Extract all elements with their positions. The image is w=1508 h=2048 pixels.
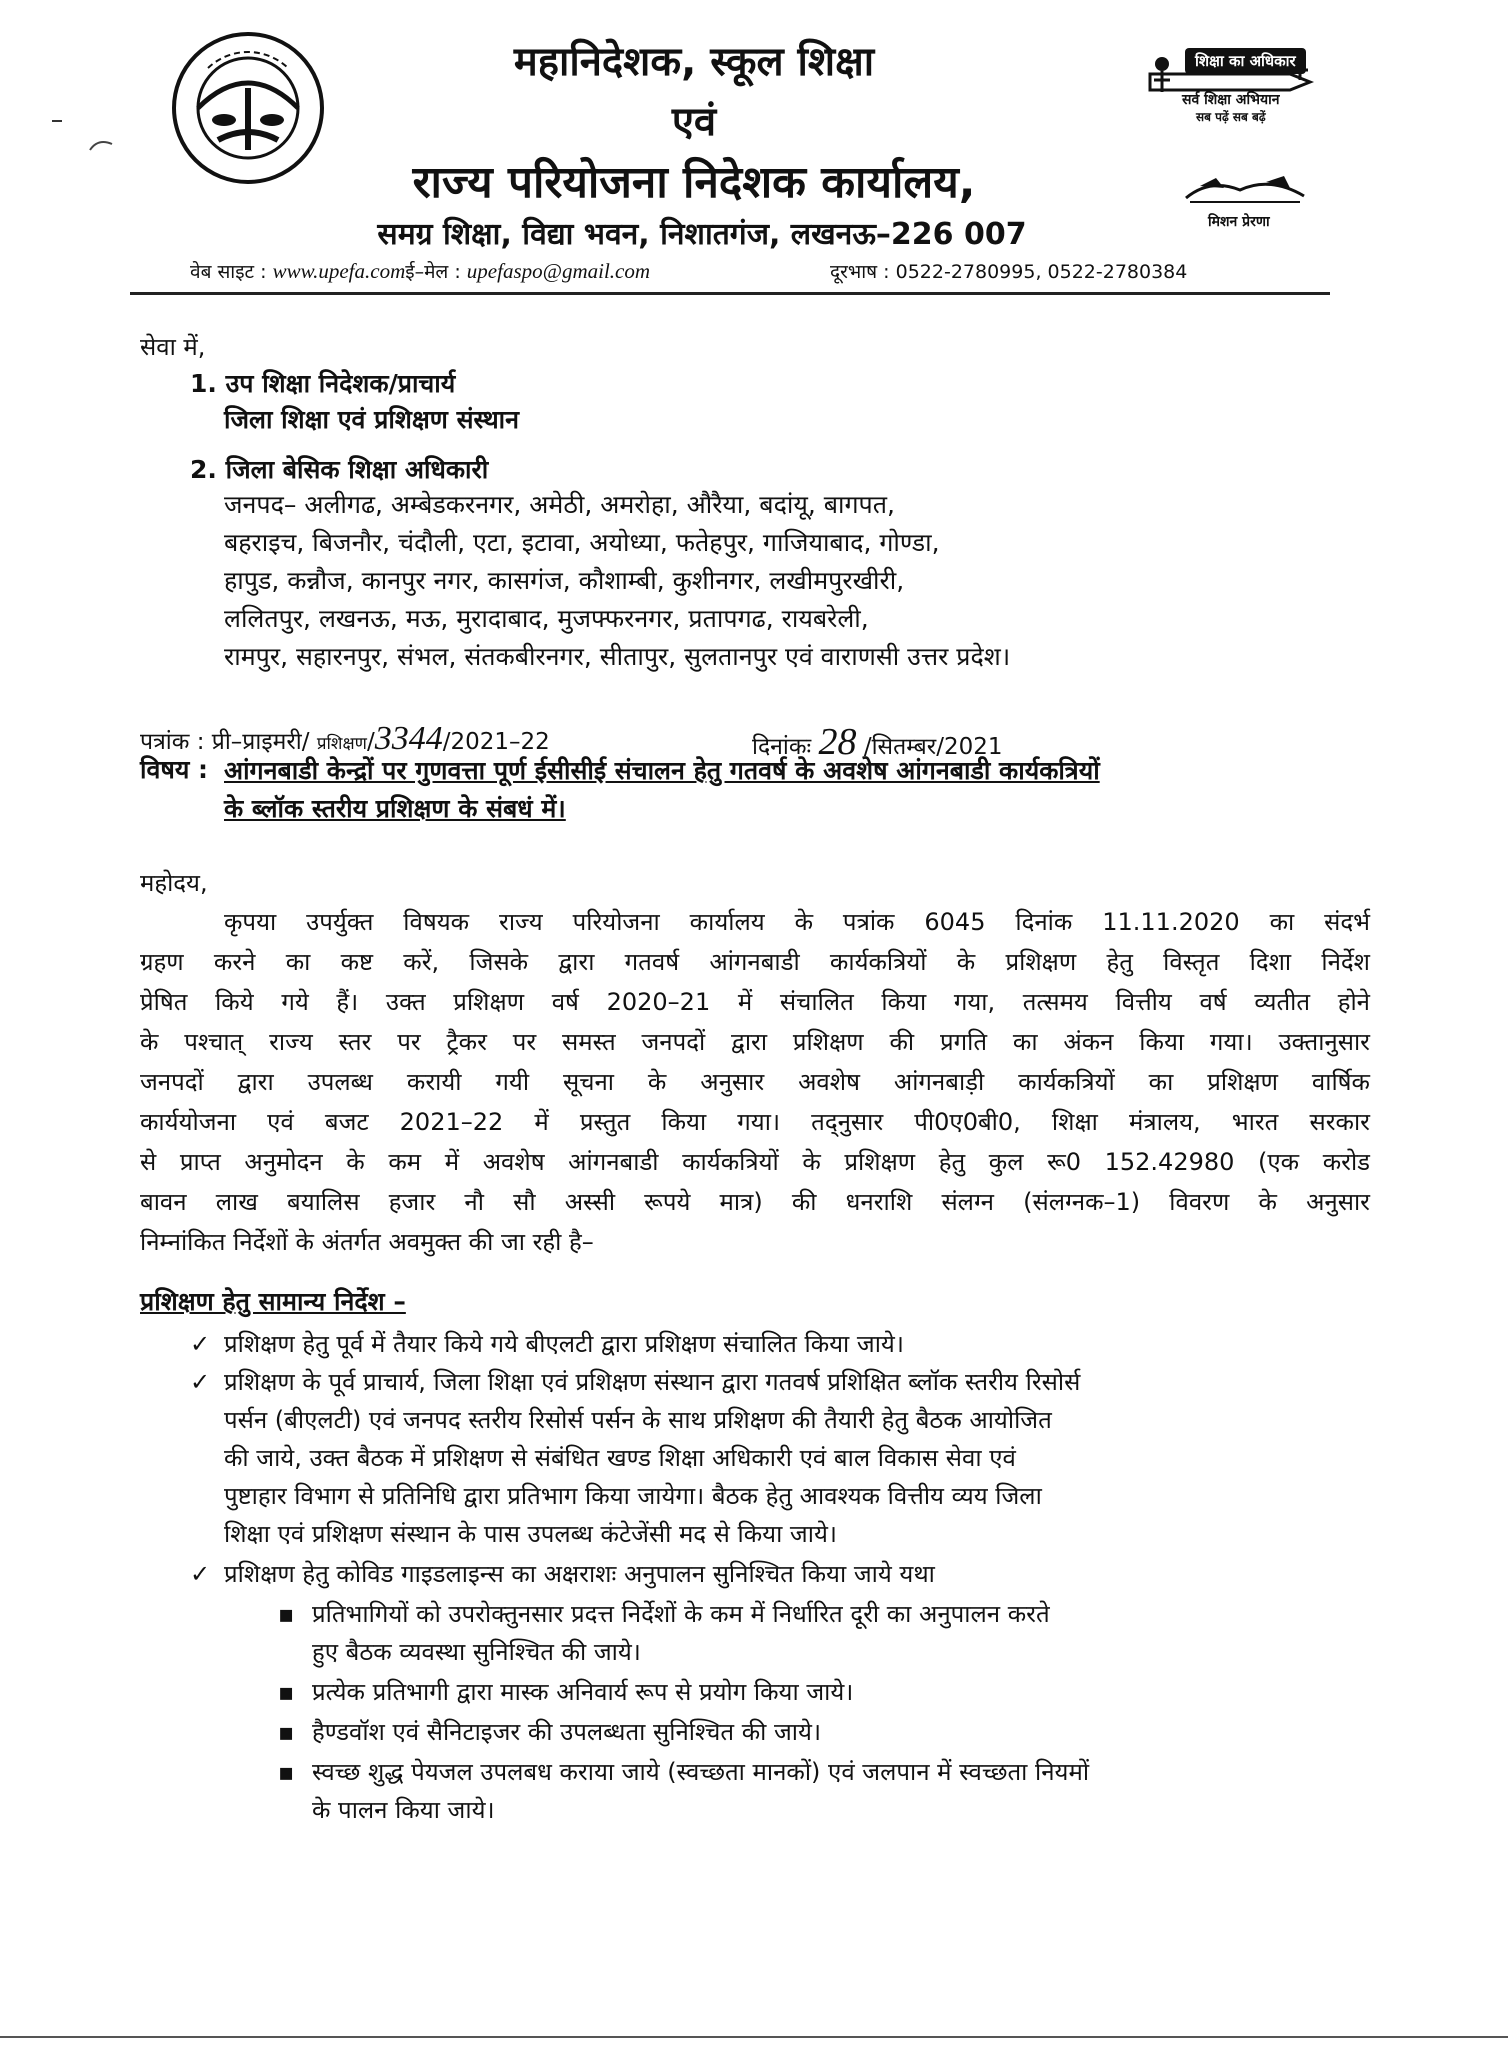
sub-bullet-2 xyxy=(278,1674,853,1710)
sub-bullet-text: स्वच्छ शुद्ध पेयजल उपलबध कराया जाये (स्वच्छता मानकों) एवं जलपान में स्वच्छता नियमों xyxy=(312,1758,1090,1786)
bullet-text: प्रशिक्षण हेतु पूर्व में तैयार किये गये बीएलटी द्वारा प्रशिक्षण संचालित किया जाये। xyxy=(224,1330,904,1358)
paragraph-line: निम्नांकित निर्देशों के अंतर्गत अवमुक्त की जा रही है– xyxy=(140,1228,594,1256)
header-title-line3: राज्य परियोजना निदेशक कार्यालय, xyxy=(412,157,976,208)
check-icon: ✓ xyxy=(190,1560,211,1588)
district-line: बहराइच, बिजनौर, चंदौली, एटा, इटावा, अयोध्या, फतेहपुर, गाजियाबाद, गोण्डा, xyxy=(224,528,940,557)
email-link[interactable]: upefaspo@gmail.com xyxy=(466,259,651,283)
square-bullet-icon: ▪ xyxy=(278,1718,295,1746)
bullet-text: प्रशिक्षण के पूर्व प्राचार्य, जिला शिक्षा एवं प्रशिक्षण संस्थान द्वारा गतवर्ष प्रशिक्षित ब्लॉक स्तरीय रिसोर्स xyxy=(224,1368,1081,1396)
subject-line-2: के ब्लॉक स्तरीय प्रशिक्षण के संबधं में। xyxy=(224,794,566,823)
square-bullet-icon: ▪ xyxy=(278,1758,295,1786)
scan-bottom-edge xyxy=(0,2036,1508,2038)
mission-prerna-logo xyxy=(1180,168,1310,208)
date-label: दिनांकः xyxy=(752,734,812,760)
section-heading: प्रशिक्षण हेतु सामान्य निर्देश – xyxy=(140,1287,406,1316)
email-label: ई–मेल : xyxy=(405,261,461,283)
rte-label: शिक्षा का अधिकार xyxy=(1185,48,1306,74)
reference-year: 2021–22 xyxy=(450,729,550,755)
bullet-item-1 xyxy=(190,1326,904,1362)
sub-bullet-text: प्रत्येक प्रतिभागी द्वारा मास्क अनिवार्य रूप से प्रयोग किया जाये। xyxy=(312,1678,854,1706)
paragraph-line: कार्ययोजना एवं बजट 2021–22 में प्रस्तुत किया गया। तद्नुसार पी0ए0बी0, शिक्षा मंत्रालय, भारत सरकार xyxy=(140,1108,1370,1136)
reference-handwritten-number: 3344 xyxy=(374,720,443,757)
reference-label: पत्रांक : प्री–प्राइमरी/ xyxy=(140,729,310,755)
paragraph-line: के पश्चात् राज्य स्तर पर ट्रैकर पर समस्त जनपदों द्वारा प्रशिक्षण की प्रगति का अंकन किया गया। उक्तानुसार xyxy=(140,1028,1370,1056)
header-divider xyxy=(130,292,1330,295)
sub-bullet-1-continuation: हुए बैठक व्यवस्था सुनिश्चित की जाये। xyxy=(312,1638,641,1666)
subject-text xyxy=(224,752,1100,828)
bullet-text: प्रशिक्षण हेतु कोविड गाइडलाइन्स का अक्षराशः अनुपालन सुनिश्चित किया जाये यथा xyxy=(224,1560,935,1588)
reference-dept: प्रशिक्षण xyxy=(316,734,367,754)
main-paragraph xyxy=(140,902,1370,1262)
district-list xyxy=(224,486,1010,676)
sub-bullet-3 xyxy=(278,1714,821,1750)
bullet-2-continuation: की जाये, उक्त बैठक में प्रशिक्षण से संबंधित खण्ड शिक्षा अधिकारी एवं बाल विकास सेवा एवं xyxy=(224,1444,1016,1472)
header-title-line2: एवं xyxy=(671,99,717,145)
contact-line xyxy=(190,258,650,284)
to-label: सेवा में, xyxy=(140,333,206,361)
sub-bullet-4-continuation: के पालन किया जाये। xyxy=(312,1796,495,1824)
paragraph-line: ग्रहण करने का कष्ट करें, जिसके द्वारा गतवर्ष आंगनबाडी कार्यकत्रियों के प्रशिक्षण हेतु विस्तृत दिशा निर्देश xyxy=(140,948,1370,976)
bullet-2-continuation: शिक्षा एवं प्रशिक्षण संस्थान के पास उपलब्ध कंटेजेंसी मद से किया जाये। xyxy=(224,1520,837,1548)
subject-label: विषय : xyxy=(140,755,209,784)
sub-bullet-4 xyxy=(278,1754,1089,1790)
mission-prerna-text: मिशन प्रेरणा xyxy=(1208,214,1270,230)
square-bullet-icon: ▪ xyxy=(278,1678,295,1706)
recipient-2-title: 2. जिला बेसिक शिक्षा अधिकारी xyxy=(190,455,489,484)
paragraph-line: कृपया उपर्युक्त विषयक राज्य परियोजना कार्यालय के पत्रांक 6045 दिनांक 11.11.2020 का संदर्भ xyxy=(224,908,1370,936)
recipient-1-org: जिला शिक्षा एवं प्रशिक्षण संस्थान xyxy=(224,405,520,434)
check-icon: ✓ xyxy=(190,1330,211,1358)
paragraph-line: से प्राप्त अनुमोदन के कम में अवशेष आंगनबाडी कार्यकत्रियों के प्रशिक्षण हेतु कुल रू0 152.42980 (एक करोड xyxy=(140,1148,1370,1176)
bullet-2-continuation: पर्सन (बीएलटी) एवं जनपद स्तरीय रिसोर्स पर्सन के साथ प्रशिक्षण की तैयारी हेतु बैठक आयोजित xyxy=(224,1406,1052,1434)
salutation: महोदय, xyxy=(140,869,208,897)
ssa-tagline: सब पढ़ें सब बढ़ें xyxy=(1196,110,1266,124)
header-title-line1: महानिदेशक, स्कूल शिक्षा xyxy=(513,39,875,85)
district-line: हापुड, कन्नौज, कानपुर नगर, कासगंज, कौशाम्बी, कुशीनगर, लखीमपुरखीरी, xyxy=(224,566,905,595)
ssa-label: सर्व शिक्षा अभियान xyxy=(1182,92,1280,108)
paragraph-line: जनपदों द्वारा उपलब्ध करायी गयी सूचना के अनुसार अवशेष आंगनबाड़ी कार्यकत्रियों का प्रशिक्षण वार्षिक xyxy=(140,1068,1370,1096)
phone-number: 0522-2780995, 0522-2780384 xyxy=(895,261,1188,283)
paragraph-line: प्रेषित किये गये हैं। उक्त प्रशिक्षण वर्ष 2020–21 में संचालित किया गया, तत्समय वित्तीय वर्ष व्यतीत होने xyxy=(140,988,1370,1016)
district-line: ललितपुर, लखनऊ, मऊ, मुरादाबाद, मुजफ्फरनगर, प्रतापगढ, रायबरेली, xyxy=(224,604,869,633)
bullet-2-continuation: पुष्टाहार विभाग से प्रतिनिधि द्वारा प्रतिभाग किया जायेगा। बैठक हेतु आवश्यक वित्तीय व्यय जिला xyxy=(224,1482,1042,1510)
district-line: रामपुर, सहारनपुर, संभल, संतकबीरनगर, सीतापुर, सुलतानपुर एवं वाराणसी उत्तर प्रदेश। xyxy=(224,642,1011,671)
recipient-1-title: 1. उप शिक्षा निदेशक/प्राचार्य xyxy=(190,369,456,398)
bullet-item-3 xyxy=(190,1556,935,1592)
square-bullet-icon: ▪ xyxy=(278,1600,295,1628)
sub-bullet-text: हैण्डवॉश एवं सैनिटाइजर की उपलब्धता सुनिश्चित की जाये। xyxy=(312,1718,822,1746)
sub-bullet-text: प्रतिभागियों को उपरोक्तुनसार प्रदत्त निर्देशों के कम में निर्धारित दूरी का अनुपालन करते xyxy=(312,1600,1050,1628)
date-handwritten-day: 28 xyxy=(818,721,857,763)
paragraph-line: बावन लाख बयालिस हजार नौ सौ अस्सी रूपये मात्र) की धनराशि संलग्न (संलग्नक–1) विवरण के अनुसार xyxy=(140,1188,1370,1216)
phone-line xyxy=(830,258,1187,284)
check-icon: ✓ xyxy=(190,1368,211,1396)
bullet-item-2 xyxy=(190,1364,1080,1400)
phone-label: दूरभाष : xyxy=(830,261,890,283)
reference-number: पत्रांक : प्री–प्राइमरी/ प्रशिक्षण/3344/2021–22 xyxy=(140,720,550,757)
website-label: वेब साइट : xyxy=(190,261,267,283)
subject-line-1: आंगनबाडी केन्द्रों पर गुणवत्ता पूर्ण ईसीसीई संचालन हेतु गतवर्ष के अवशेष आंगनबाडी कार्यकत्रियों xyxy=(224,756,1100,785)
date-month-year: /सितम्बर/2021 xyxy=(863,734,1003,760)
sub-bullet-1 xyxy=(278,1596,1050,1632)
website-link[interactable]: www.upefa.com xyxy=(272,259,406,283)
header-address: समग्र शिक्षा, विद्या भवन, निशातगंज, लखनऊ–226 007 xyxy=(377,217,1027,252)
district-line: जनपद– अलीगढ, अम्बेडकरनगर, अमेठी, अमरोहा, औरैया, बदांयू, बागपत, xyxy=(224,490,895,519)
